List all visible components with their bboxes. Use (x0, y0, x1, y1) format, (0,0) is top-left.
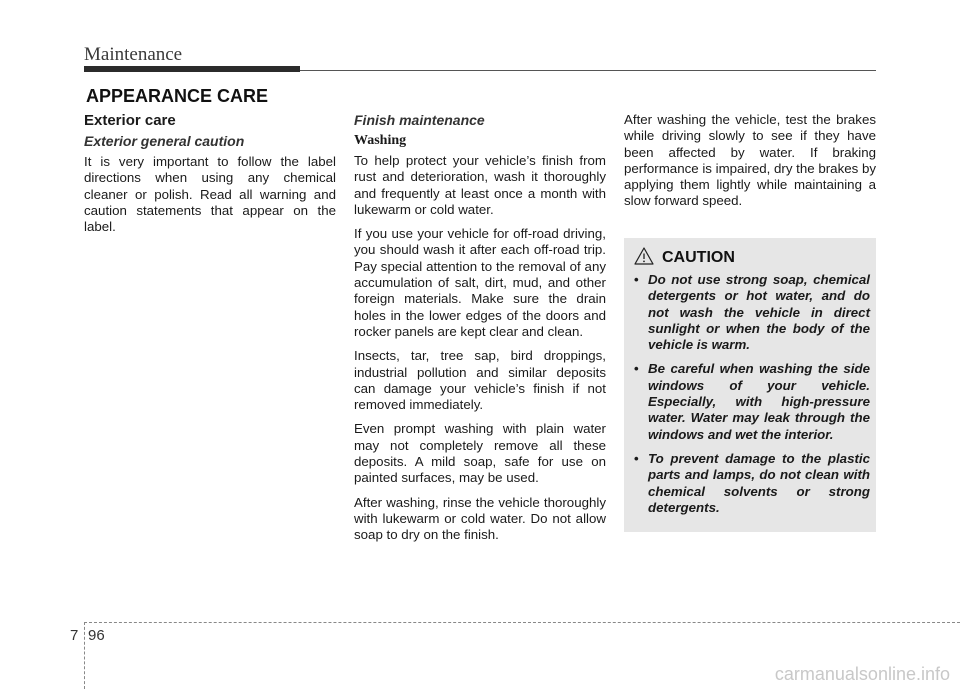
column-3 (624, 112, 876, 218)
page-number: 96 (88, 627, 105, 644)
footer-divider (84, 622, 85, 689)
header-bar (84, 66, 300, 72)
header-rule (300, 70, 876, 71)
section-title: APPEARANCE CARE (86, 86, 269, 106)
caution-item: • To prevent damage to the plastic parts and lamps, do not clean with chemical solvents or strong detergents. (634, 450, 870, 515)
paragraph: To help protect your vehicle’s finish from rust and deterioration, wash it thoroughly and frequently at least once a month with lukewarm or cold water. (354, 153, 606, 217)
column-1 (84, 112, 336, 243)
subheading-exterior-general-caution: Exterior general caution (84, 133, 245, 149)
heading-exterior-care: Exterior care (84, 112, 176, 129)
column-2 (354, 112, 606, 552)
caution-title: CAUTION (662, 249, 735, 266)
footer-rule (84, 622, 960, 623)
header-title: Maintenance (84, 44, 183, 65)
paragraph: After washing, rinse the vehicle thoroughly with lukewarm or cold water. Do not allow soap to dry on the finish. (354, 494, 606, 543)
paragraph: If you use your vehicle for off-road driving, you should wash it after each off-road trip. Pay special attention to the removal of any accumulation of salt, dirt, mud, and other foreign materials. Make sure the drain holes in the lower edges of the doors and rocker panels are kept clear and clean. (354, 226, 606, 339)
warning-triangle-icon (634, 246, 654, 266)
paragraph: After washing the vehicle, test the brakes while driving slowly to see if they have been affected by water. If braking performance is impaired, dry the brakes by applying them lightly while maintaining a slow forward speed. (624, 112, 877, 209)
paragraph: Even prompt washing with plain water may not completely remove all these deposits. A mild soap, safe for use on painted surfaces, may be used. (354, 421, 606, 486)
caution-box (624, 238, 876, 532)
chapter-number: 7 (70, 627, 79, 644)
watermark: carmanualsonline.info (774, 664, 950, 684)
subheading-finish-maintenance: Finish maintenance (354, 112, 485, 128)
paragraph: It is very important to follow the label directions when using any chemical cleaner or polish. Read all warning and caution statements that appear on the label. (84, 154, 336, 235)
paragraph: Insects, tar, tree sap, bird droppings, industrial pollution and similar deposits can damage your vehicle’s finish if not removed immediately. (354, 348, 606, 413)
minor-heading-washing: Washing (354, 133, 407, 148)
caution-list (634, 272, 870, 524)
caution-item: • Do not use strong soap, chemical detergents or hot water, and do not wash the vehicle in direct sunlight or when the body of the vehicle is warm. (634, 272, 870, 353)
caution-item: • Be careful when washing the side windows of your vehicle. Especially, with high-pressure water. Water may leak through the windows and wet the interior. (634, 361, 870, 442)
